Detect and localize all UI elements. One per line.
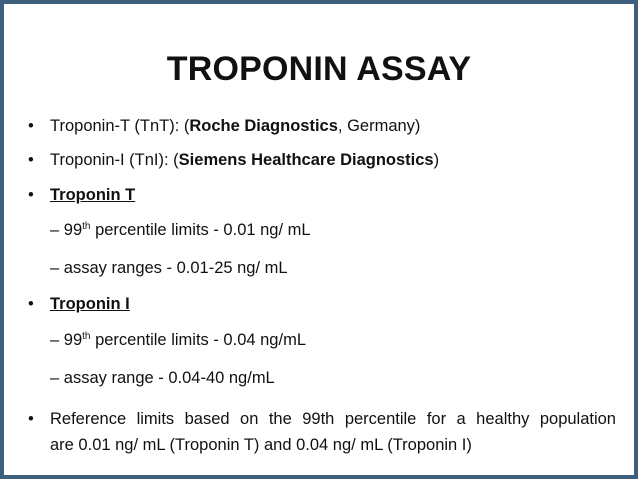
sub-tni-assay-range: [50, 368, 275, 388]
dash-marker: –: [50, 221, 60, 239]
dash-marker: –: [50, 369, 60, 387]
bullet-troponin-t-heading: [28, 185, 135, 205]
bullet-marker: •: [28, 410, 34, 428]
dash-marker: –: [50, 331, 60, 349]
assay-range-text: assay ranges - 0.01-25 ng/ mL: [63, 259, 288, 277]
bullet-marker: •: [28, 295, 34, 313]
bullet-text-pre: Troponin-I (TnI): (: [50, 151, 179, 169]
slide-title: TROPONIN ASSAY: [166, 50, 472, 88]
sub-tnt-assay-range: [50, 258, 288, 278]
percentile-number: 99: [63, 221, 83, 239]
bullet-tni-manufacturer: [28, 150, 439, 170]
heading-troponin-t: Troponin T: [50, 186, 136, 204]
bullet-marker: •: [28, 151, 34, 169]
percentile-suffix: th: [82, 331, 91, 342]
manufacturer-roche: Roche Diagnostics: [189, 117, 338, 135]
sub-tnt-99th-limit: [50, 220, 311, 240]
bullet-text-pre: Troponin-T (TnT): (: [50, 117, 190, 135]
assay-range-text: assay range - 0.04-40 ng/mL: [63, 369, 275, 387]
bullet-reference-limits: [28, 406, 618, 458]
reference-line-2: are 0.01 ng/ mL (Troponin T) and 0.04 ng/ mL (Troponin I): [50, 436, 472, 454]
percentile-number: 99: [63, 331, 83, 349]
percentile-text: percentile limits - 0.04 ng/mL: [90, 331, 306, 349]
bullet-marker: •: [28, 117, 34, 135]
bullet-text-post: , Germany): [337, 117, 421, 135]
manufacturer-siemens: Siemens Healthcare Diagnostics: [178, 151, 434, 169]
bullet-text-post: ): [433, 151, 440, 169]
bullet-marker: •: [28, 186, 34, 204]
percentile-suffix: th: [82, 221, 91, 232]
sub-tni-99th-limit: [50, 330, 306, 350]
dash-marker: –: [50, 259, 60, 277]
bullet-tnt-manufacturer: [28, 116, 420, 136]
bullet-troponin-i-heading: [28, 294, 130, 314]
reference-line-1: Reference limits based on the 99th percentile for a healthy population: [50, 410, 616, 428]
percentile-text: percentile limits - 0.01 ng/ mL: [90, 221, 311, 239]
heading-troponin-i: Troponin I: [50, 295, 130, 313]
